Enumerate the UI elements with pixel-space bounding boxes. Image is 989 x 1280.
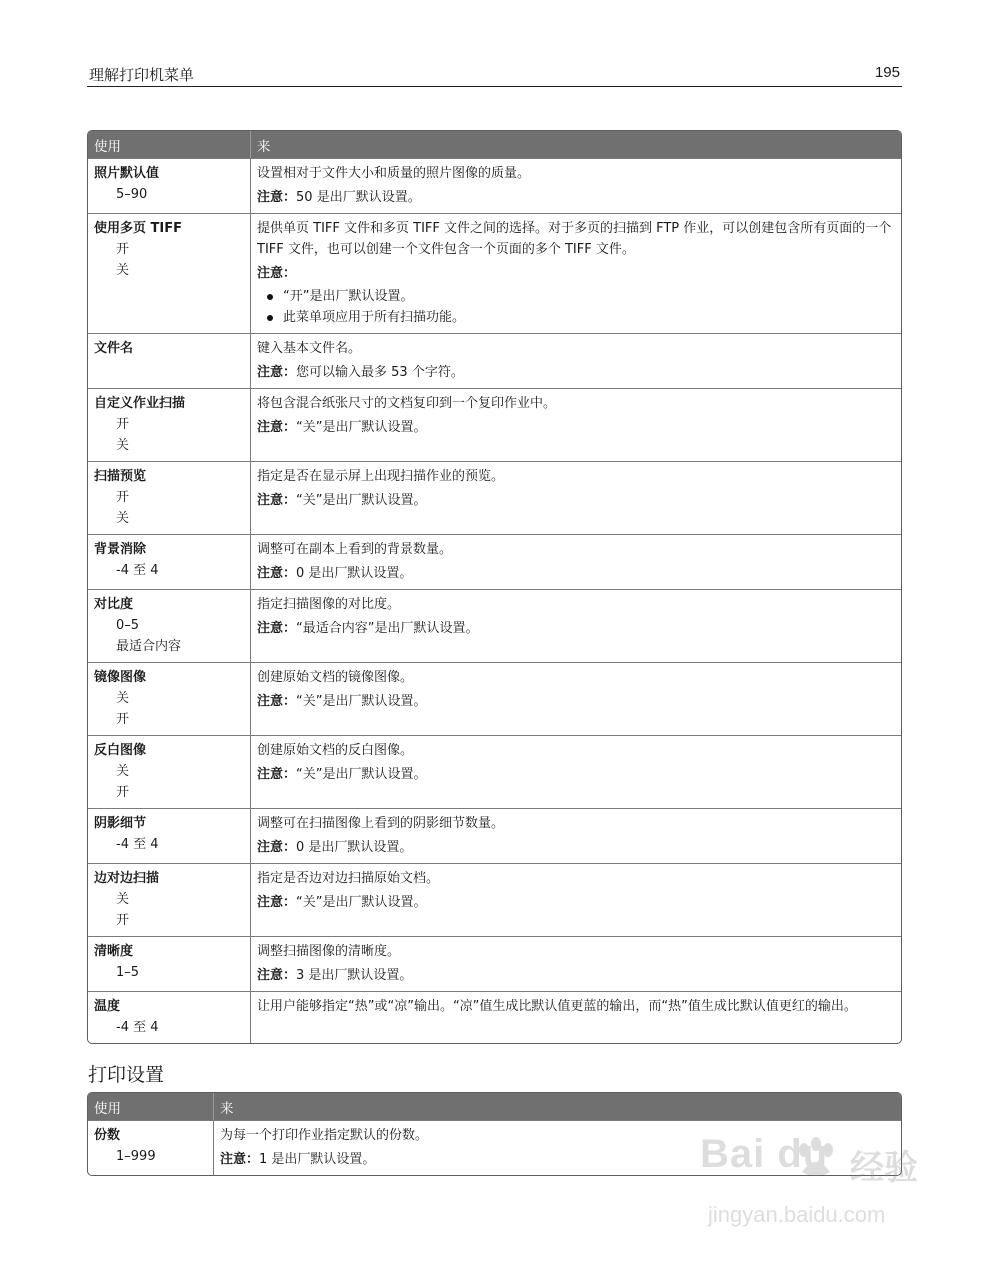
note-label: 注意： bbox=[257, 420, 297, 435]
option-note bbox=[257, 490, 895, 511]
option-note bbox=[257, 417, 895, 438]
option-value: 关 bbox=[116, 438, 130, 453]
option-value: 最适合内容 bbox=[116, 639, 182, 654]
description-cell bbox=[250, 589, 901, 662]
option-note bbox=[257, 563, 895, 584]
option-description: 键入基本文件名。 bbox=[257, 341, 362, 356]
table-row bbox=[88, 534, 901, 589]
option-name: 份数 bbox=[94, 1128, 121, 1143]
option-note bbox=[257, 618, 895, 639]
description-cell bbox=[250, 991, 901, 1043]
option-description: 让用户能够指定“热”或“凉”输出。“凉”值生成比默认值更蓝的输出，而“热”值生成比默认值更红的输出。 bbox=[257, 999, 857, 1014]
description-cell bbox=[250, 936, 901, 991]
page-number: 195 bbox=[874, 64, 900, 81]
note-text: 3 是出厂默认设置。 bbox=[296, 968, 413, 983]
option-description: 指定扫描图像的对比度。 bbox=[257, 597, 401, 612]
column-header-use: 使用 bbox=[88, 131, 250, 158]
option-name: 扫描预览 bbox=[94, 469, 147, 484]
table-header-row bbox=[88, 131, 901, 158]
column-header-use: 使用 bbox=[88, 1093, 213, 1120]
paw-icon bbox=[792, 1134, 840, 1182]
option-name: 反白图像 bbox=[94, 743, 147, 758]
description-cell bbox=[250, 662, 901, 735]
option-value: 开 bbox=[116, 490, 130, 505]
option-name: 镜像图像 bbox=[94, 670, 147, 685]
option-name: 阴影细节 bbox=[94, 816, 147, 831]
note-text: 1 是出厂默认设置。 bbox=[259, 1152, 376, 1167]
option-cell bbox=[88, 213, 250, 333]
option-value: 1–999 bbox=[116, 1149, 156, 1164]
table-row bbox=[88, 936, 901, 991]
column-header-purpose: 来 bbox=[213, 1093, 901, 1120]
note-text: “关”是出厂默认设置。 bbox=[296, 895, 427, 910]
table-row bbox=[88, 735, 901, 808]
option-value: 5–90 bbox=[116, 187, 148, 202]
table-row bbox=[88, 333, 901, 388]
option-cell bbox=[88, 1120, 213, 1175]
option-description: 提供单页 TIFF 文件和多页 TIFF 文件之间的选择。对于多页的扫描到 FTP 作业，可以创建包含所有页面的一个 TIFF 文件，也可以创建一个文件包含一个页面的多个 TIFF 文件。 bbox=[257, 221, 892, 257]
option-value: 关 bbox=[116, 511, 130, 526]
note-text: 50 是出厂默认设置。 bbox=[296, 190, 421, 205]
option-name: 照片默认值 bbox=[94, 166, 160, 181]
option-cell bbox=[88, 863, 250, 936]
note-bullet-item: 此菜单项应用于所有扫描功能。 bbox=[257, 307, 895, 328]
note-label: 注意： bbox=[257, 566, 297, 581]
option-value: 关 bbox=[116, 691, 130, 706]
table-row bbox=[88, 213, 901, 333]
description-cell bbox=[250, 213, 901, 333]
note-label: 注意： bbox=[257, 895, 297, 910]
option-description: 设置相对于文件大小和质量的照片图像的质量。 bbox=[257, 166, 531, 181]
note-text: “关”是出厂默认设置。 bbox=[296, 767, 427, 782]
option-note bbox=[257, 965, 895, 986]
section-heading-print-settings: 打印设置 bbox=[88, 1064, 165, 1086]
option-note bbox=[257, 362, 895, 383]
note-label: 注意： bbox=[257, 968, 297, 983]
option-name: 边对边扫描 bbox=[94, 871, 160, 886]
table-row bbox=[88, 388, 901, 461]
option-cell bbox=[88, 808, 250, 863]
option-name: 背景消除 bbox=[94, 542, 147, 557]
option-cell bbox=[88, 735, 250, 808]
baidu-jingyan-watermark bbox=[700, 1132, 935, 1252]
option-value: -4 至 4 bbox=[116, 563, 159, 578]
option-note bbox=[257, 837, 895, 858]
option-name: 文件名 bbox=[94, 341, 134, 356]
option-note bbox=[257, 892, 895, 913]
option-value: 开 bbox=[116, 712, 130, 727]
option-value: -4 至 4 bbox=[116, 1020, 159, 1035]
option-value: 开 bbox=[116, 913, 130, 928]
scan-settings-table bbox=[87, 130, 902, 1044]
option-name: 使用多页 TIFF bbox=[94, 221, 182, 236]
table-row bbox=[88, 158, 901, 213]
description-cell bbox=[250, 735, 901, 808]
note-label: 注意： bbox=[257, 365, 297, 380]
description-cell bbox=[250, 388, 901, 461]
option-note bbox=[257, 691, 895, 712]
note-label: 注意： bbox=[257, 266, 297, 281]
option-description: 创建原始文档的反白图像。 bbox=[257, 743, 414, 758]
option-value: 开 bbox=[116, 242, 130, 257]
option-description: 为每一个打印作业指定默认的份数。 bbox=[220, 1128, 429, 1143]
option-description: 指定是否边对边扫描原始文档。 bbox=[257, 871, 440, 886]
option-cell bbox=[88, 589, 250, 662]
note-label: 注意： bbox=[257, 767, 297, 782]
option-cell bbox=[88, 991, 250, 1043]
column-header-purpose: 来 bbox=[250, 131, 901, 158]
table-row bbox=[88, 808, 901, 863]
note-text: “最适合内容”是出厂默认设置。 bbox=[296, 621, 479, 636]
description-cell bbox=[250, 534, 901, 589]
option-value: 关 bbox=[116, 764, 130, 779]
note-text: 您可以输入最多 53 个字符。 bbox=[296, 365, 464, 380]
table-header-row bbox=[88, 1093, 901, 1120]
option-cell bbox=[88, 388, 250, 461]
note-text: “关”是出厂默认设置。 bbox=[296, 493, 427, 508]
watermark-chinese-text: 经验 bbox=[850, 1148, 918, 1188]
option-value: 1–5 bbox=[116, 965, 140, 980]
note-label: 注意： bbox=[220, 1152, 260, 1167]
description-cell bbox=[250, 333, 901, 388]
option-cell bbox=[88, 534, 250, 589]
option-description: 创建原始文档的镜像图像。 bbox=[257, 670, 414, 685]
option-value: 关 bbox=[116, 892, 130, 907]
note-label: 注意： bbox=[257, 190, 297, 205]
option-name: 温度 bbox=[94, 999, 121, 1014]
option-description: 调整可在扫描图像上看到的阴影细节数量。 bbox=[257, 816, 505, 831]
table-row bbox=[88, 662, 901, 735]
option-name: 自定义作业扫描 bbox=[94, 396, 186, 411]
option-note bbox=[257, 263, 895, 284]
option-description: 调整扫描图像的清晰度。 bbox=[257, 944, 401, 959]
table-row bbox=[88, 991, 901, 1043]
table-row bbox=[88, 863, 901, 936]
watermark-logo-text: Bai du bbox=[700, 1132, 829, 1176]
note-bullet-item: “开”是出厂默认设置。 bbox=[257, 286, 895, 307]
table-row bbox=[88, 461, 901, 534]
option-value: 关 bbox=[116, 263, 130, 278]
option-description: 将包含混合纸张尺寸的文档复印到一个复印作业中。 bbox=[257, 396, 557, 411]
description-cell bbox=[250, 461, 901, 534]
note-bullet-list bbox=[257, 286, 895, 328]
option-value: 开 bbox=[116, 417, 130, 432]
option-cell bbox=[88, 333, 250, 388]
option-name: 对比度 bbox=[94, 597, 134, 612]
option-cell bbox=[88, 936, 250, 991]
note-text: “关”是出厂默认设置。 bbox=[296, 420, 427, 435]
description-cell bbox=[250, 158, 901, 213]
note-text: 0 是出厂默认设置。 bbox=[296, 566, 413, 581]
table-row bbox=[88, 589, 901, 662]
description-cell bbox=[250, 863, 901, 936]
option-cell bbox=[88, 461, 250, 534]
option-cell bbox=[88, 662, 250, 735]
note-label: 注意： bbox=[257, 840, 297, 855]
description-cell bbox=[250, 808, 901, 863]
watermark-url: jingyan.baidu.com bbox=[708, 1202, 886, 1227]
note-text: 0 是出厂默认设置。 bbox=[296, 840, 413, 855]
option-note bbox=[257, 764, 895, 785]
option-value: 0–5 bbox=[116, 618, 140, 633]
option-description: 指定是否在显示屏上出现扫描作业的预览。 bbox=[257, 469, 505, 484]
note-label: 注意： bbox=[257, 694, 297, 709]
option-value: -4 至 4 bbox=[116, 837, 159, 852]
option-note bbox=[257, 187, 895, 208]
option-cell bbox=[88, 158, 250, 213]
page-header-title: 理解打印机菜单 bbox=[89, 66, 195, 84]
option-description: 调整可在副本上看到的背景数量。 bbox=[257, 542, 453, 557]
note-label: 注意： bbox=[257, 493, 297, 508]
note-label: 注意： bbox=[257, 621, 297, 636]
option-name: 清晰度 bbox=[94, 944, 134, 959]
page-header bbox=[87, 62, 902, 87]
option-value: 开 bbox=[116, 785, 130, 800]
note-text: “关”是出厂默认设置。 bbox=[296, 694, 427, 709]
